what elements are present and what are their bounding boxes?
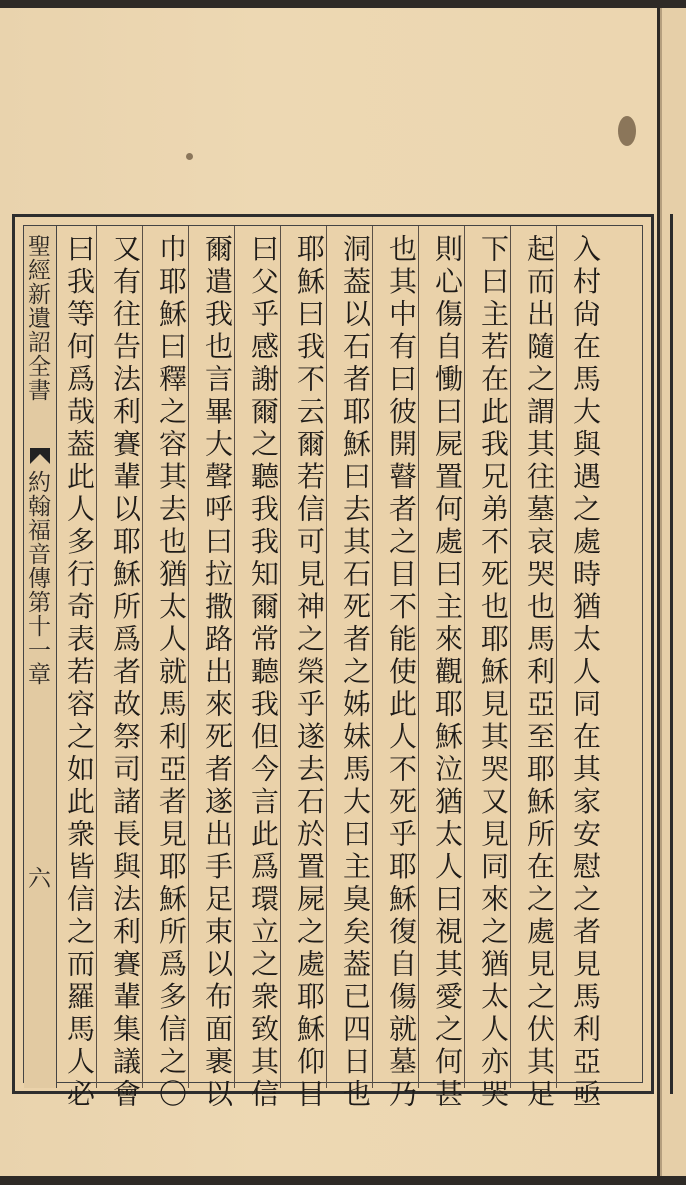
text-column: 也其中有曰彼開瞽者之目不能使此人不死乎耶穌復自傷就墓乃 <box>385 234 418 1112</box>
book-page <box>0 8 657 1176</box>
running-title: 聖經新遺詔全書 <box>24 234 50 402</box>
text-column: 又有往告法利賽輩以耶穌所爲者故祭司諸長與法利賽輩集議會 <box>109 234 142 1112</box>
fishtail-mark-icon <box>30 448 50 464</box>
text-column: 下曰主若在此我兄弟不死也耶穌見其哭又見同來之猶太人亦哭 <box>477 234 510 1112</box>
adjacent-page-edge <box>660 8 686 1176</box>
text-column: 耶穌曰我不云爾若信可見神之榮乎遂去石於置屍之處耶穌仰目 <box>293 234 326 1112</box>
text-column: 起而出隨之謂其往墓哀哭也馬利亞至耶穌所在之處見之伏其足 <box>523 234 556 1112</box>
text-block <box>23 225 643 1112</box>
text-column: 則心傷自慟曰屍置何處曰主來觀耶穌泣猶太人曰視其愛之何甚 <box>431 234 464 1112</box>
ink-speck <box>186 153 193 160</box>
ink-stain <box>618 116 636 146</box>
text-column: 曰父乎感謝爾之聽我我知爾常聽我但今言此爲環立之衆致其信 <box>247 234 280 1112</box>
text-column: 洞葢以石者耶穌曰去其石死者之姊妹馬大曰主臭矣葢已四日也 <box>339 234 372 1112</box>
text-column: 入村尙在馬大與遇之處時猶太人同在其家安慰之者見馬利亞亟 <box>569 234 602 1112</box>
text-column: 曰我等何爲哉葢此人多行奇表若容之如此衆皆信之而羅馬人必 <box>63 234 96 1112</box>
text-frame <box>12 214 654 1112</box>
folio-number: 六 <box>24 866 50 889</box>
text-column: 爾遣我也言畢大聲呼曰拉撒路出來死者遂出手足束以布面裹以 <box>201 234 234 1112</box>
text-column: 巾耶穌曰釋之容其去也猶太人就馬利亞者見耶穌所爲多信之〇 <box>155 234 188 1112</box>
chapter-heading: 約翰福音傳第十一章 <box>24 470 50 686</box>
margin-banner <box>24 226 57 1088</box>
